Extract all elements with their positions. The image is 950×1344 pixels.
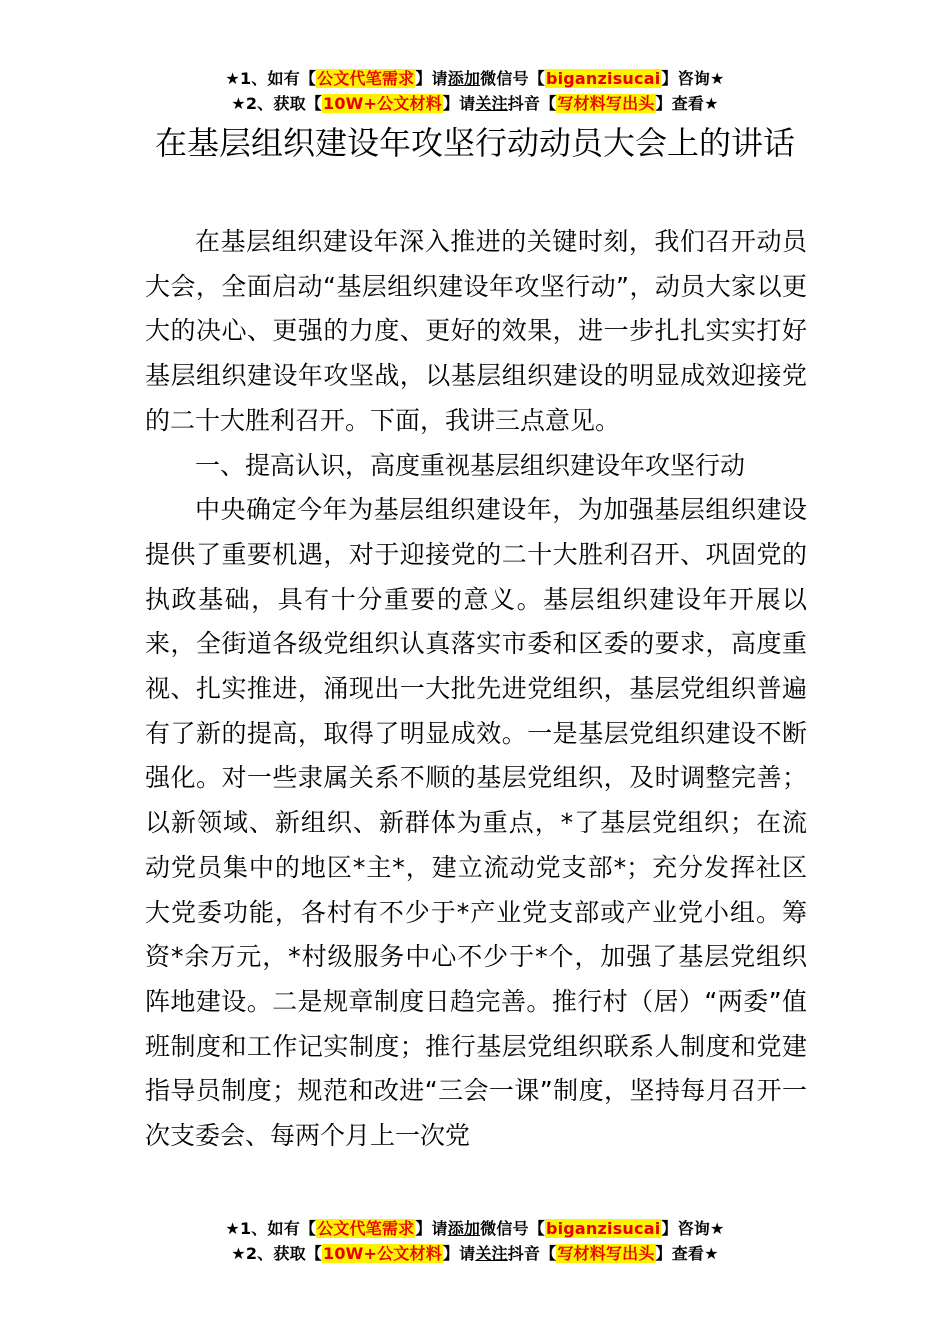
highlight-service: 公文代笔需求 [317, 1219, 415, 1238]
paragraph-section-1: 中央确定今年为基层组织建设年，为加强基层组织建设提供了重要机遇，对于迎接党的二十大胜利召开、巩固党的执政基础，具有十分重要的意义。基层组织建设年开展以来，全街道各级党组织认真落实市委和区委的要求，高度重视、扎实推进，涌现出一大批先进党组织，基层党组织普遍有了新的提高，取得了明显成效。一是基层党组织建设不断强化。对一些隶属关系不顺的基层党组织，及时调整完善；以新领域、新组织、新群体为重点，*了基层党组织；在流动党员集中的地区*主*，建立流动党支部*；充分发挥社区大党委功能，各村有不少于*产业党支部或产业党小组。筹资*余万元，*村级服务中心不少于*个，加强了基层党组织阵地建设。二是规章制度日趋完善。推行村（居）“两委”值班制度和工作记实制度；推行基层党组织联系人制度和党建指导员制度；规范和改进“三会一课”制度，坚持每月召开一次支委会、每两个月上一次党 [145, 495, 807, 1151]
promo-banner-top [0, 66, 950, 116]
underline-add: 添加 [447, 1219, 481, 1238]
promo-line-1: ★1、如有【公文代笔需求】请添加微信号【biganzisucai】咨询★ [225, 69, 725, 88]
underline-follow: 关注 [475, 94, 508, 113]
underline-follow: 关注 [475, 1244, 508, 1263]
promo-banner-bottom [0, 1216, 950, 1266]
document-title: 在基层组织建设年攻坚行动动员大会上的讲话 [154, 124, 795, 162]
highlight-wechat-id: biganzisucai [545, 1219, 661, 1238]
promo-line-2: ★2、获取【10W+公文材料】请关注抖音【写材料写出头】查看★ [231, 1244, 719, 1263]
highlight-materials: 10W+公文材料 [322, 94, 442, 113]
document-body [145, 220, 807, 1159]
promo-line-2: ★2、获取【10W+公文材料】请关注抖音【写材料写出头】查看★ [231, 94, 719, 113]
highlight-douyin: 写材料写出头 [557, 94, 655, 113]
highlight-service: 公文代笔需求 [317, 69, 415, 88]
highlight-wechat-id: biganzisucai [545, 69, 661, 88]
promo-line-1: ★1、如有【公文代笔需求】请添加微信号【biganzisucai】咨询★ [225, 1219, 725, 1238]
underline-add: 添加 [447, 69, 481, 88]
highlight-douyin: 写材料写出头 [557, 1244, 655, 1263]
section-heading-1: 一、提高认识，高度重视基层组织建设年攻坚行动 [195, 450, 746, 480]
highlight-materials: 10W+公文材料 [322, 1244, 442, 1263]
paragraph-intro: 在基层组织建设年深入推进的关键时刻，我们召开动员大会，全面启动“基层组织建设年攻坚行动”，动员大家以更大的决心、更强的力度、更好的效果，进一步扎扎实实打好基层组织建设年攻坚战，以基层组织建设的明显成效迎接党的二十大胜利召开。下面，我讲三点意见。 [145, 227, 807, 435]
